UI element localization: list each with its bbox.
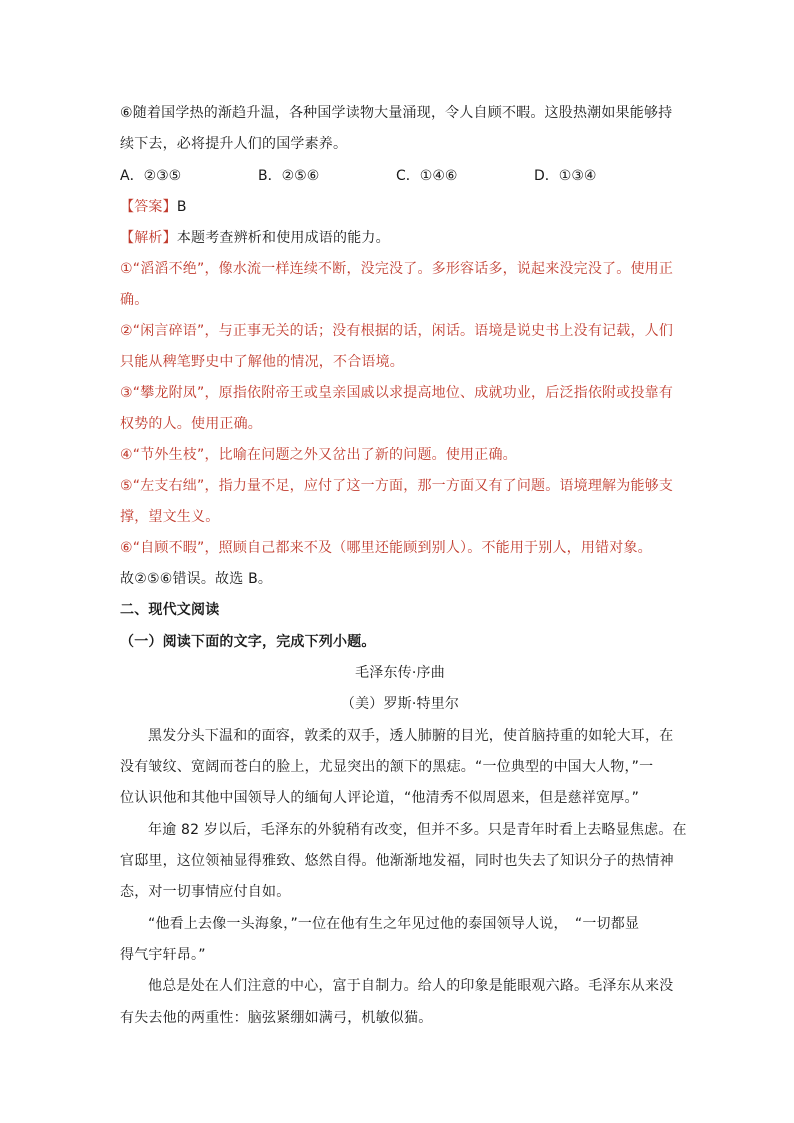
- analysis-intro-line: [120, 228, 680, 248]
- analysis-line: ④“节外生枝”，比喻在问题之外又岔出了新的问题。使用正确。: [120, 447, 517, 463]
- article-paragraph-line: “他看上去像一头海象，”一位在他有生之年见过他的泰国领导人说， “一切都显: [148, 916, 640, 932]
- article-paragraph-line: 没有皱纹、宽阔而苍白的脸上，尤显突出的颔下的黑痣。“一位典型的中国大人物，”一: [120, 759, 654, 775]
- analysis-line: ⑥“自顾不暇”，照顾自己都来不及（哪里还能顾到别人）。不能用于别人，用错对象。: [120, 540, 652, 556]
- answer-tag: 【答案】: [120, 199, 177, 215]
- answer-options: [120, 166, 680, 186]
- option-b: B．②⑤⑥: [258, 168, 320, 184]
- article-paragraph-line: 位认识他和其他中国领导人的缅甸人评论道，“他清秀不似周恩来，但是慈祥宽厚。”: [120, 790, 640, 806]
- answer-value: B: [176, 199, 187, 215]
- analysis-line: ①“滔滔不绝”，像水流一样连续不断，没完没了。多形容话多，说起来没完没了。使用正: [120, 261, 674, 277]
- answer-line: [120, 197, 680, 217]
- analysis-intro: 本题考查辨析和使用成语的能力。: [176, 230, 390, 246]
- article-title: 毛泽东传·序曲: [355, 665, 445, 681]
- option-a: A．②③⑤: [120, 168, 182, 184]
- analysis-line: 权势的人。使用正确。: [120, 416, 262, 432]
- analysis-line: 只能从稗笔野史中了解他的情况，不合语境。: [120, 354, 404, 370]
- option-d: D．①③④: [534, 168, 597, 184]
- article-paragraph-line: 年逾 82 岁以后，毛泽东的外貌稍有改变，但并不多。只是青年时看上去略显焦虑。在: [148, 822, 687, 838]
- article-paragraph-line: 有失去他的两重性：脑弦紧绷如满弓，机敏似猫。: [120, 1010, 433, 1026]
- section-subheading: （一）阅读下面的文字，完成下列小题。: [120, 634, 376, 650]
- section-heading: 二、现代文阅读: [120, 602, 220, 618]
- analysis-line: ③“攀龙附凤”，原指依附帝王或皇亲国戚以求提高地位、成就功业，后泛指依附或投靠有: [120, 385, 674, 401]
- article-paragraph-line: 态，对一切事情应付自如。: [120, 884, 291, 900]
- option-c: C．①④⑥: [396, 168, 458, 184]
- analysis-line: ⑤“左支右绌”，指力量不足，应付了这一方面，那一方面又有了问题。语境理解为能够支: [120, 478, 674, 494]
- article-paragraph-line: 黑发分头下温和的面容，敦柔的双手，透人肺腑的目光，使首脑持重的如轮大耳，在: [148, 728, 674, 744]
- article-paragraph-line: 他总是处在人们注意的中心，富于自制力。给人的印象是能眼观六路。毛泽东从来没: [148, 978, 674, 994]
- analysis-tag: 【解析】: [120, 230, 177, 246]
- analysis-conclusion: 故②⑤⑥错误。故选 B。: [120, 571, 273, 587]
- analysis-line: 确。: [120, 292, 149, 308]
- question-item-6-line-2: 续下去，必将提升人们的国学素养。: [120, 136, 348, 152]
- analysis-line: ②“闲言碎语”，与正事无关的话；没有根据的话，闲话。语境是说史书上没有记载，人们: [120, 323, 674, 339]
- analysis-line: 撑，望文生义。: [120, 509, 220, 525]
- question-item-6-line-1: ⑥随着国学热的渐趋升温，各种国学读物大量涌现，令人自顾不暇。这股热潮如果能够持: [120, 105, 673, 121]
- article-paragraph-line: 得气宇轩昂。”: [120, 947, 206, 963]
- article-paragraph-line: 官邸里，这位领袖显得雅致、悠然自得。他渐渐地发福，同时也失去了知识分子的热情神: [120, 853, 674, 869]
- article-author: （美）罗斯·特里尔: [340, 696, 460, 712]
